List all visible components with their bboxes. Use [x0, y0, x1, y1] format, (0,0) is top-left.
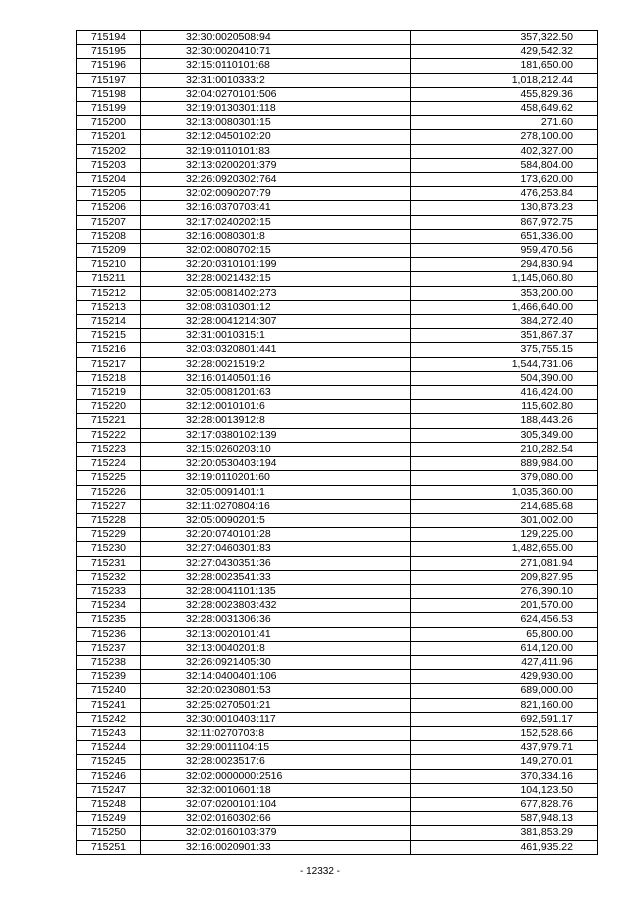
table-row [77, 215, 598, 229]
cadastral-number-cell: 32:05:0081201:63 [141, 386, 411, 400]
table-row [77, 542, 598, 556]
record-id-cell: 715244 [77, 741, 141, 755]
amount-cell: 278,100.00 [411, 130, 598, 144]
record-id-cell: 715226 [77, 485, 141, 499]
amount-cell: 188,443.26 [411, 414, 598, 428]
amount-cell: 115,602.80 [411, 400, 598, 414]
cadastral-number-cell: 32:16:0140501:16 [141, 371, 411, 385]
amount-cell: 210,282.54 [411, 442, 598, 456]
cadastral-number-cell: 32:08:0310301:12 [141, 300, 411, 314]
amount-cell: 458,649.62 [411, 102, 598, 116]
cadastral-number-cell: 32:15:0260203:10 [141, 442, 411, 456]
cadastral-number-cell: 32:02:0160302:66 [141, 812, 411, 826]
cadastral-number-cell: 32:12:0450102:20 [141, 130, 411, 144]
amount-cell: 201,570.00 [411, 599, 598, 613]
cadastral-number-cell: 32:17:0240202:15 [141, 215, 411, 229]
record-id-cell: 715243 [77, 726, 141, 740]
table-row [77, 73, 598, 87]
cadastral-number-cell: 32:28:0041101:135 [141, 584, 411, 598]
cadastral-number-cell: 32:31:0010315:1 [141, 329, 411, 343]
table-row [77, 457, 598, 471]
amount-cell: 152,528.66 [411, 726, 598, 740]
amount-cell: 504,390.00 [411, 371, 598, 385]
records-table-body [77, 31, 598, 855]
record-id-cell: 715197 [77, 73, 141, 87]
table-row [77, 272, 598, 286]
table-row [77, 116, 598, 130]
table-row [77, 840, 598, 854]
table-row [77, 513, 598, 527]
amount-cell: 353,200.00 [411, 286, 598, 300]
table-row [77, 386, 598, 400]
cadastral-number-cell: 32:02:0000000:2516 [141, 769, 411, 783]
table-row [77, 87, 598, 101]
table-row [77, 173, 598, 187]
record-id-cell: 715203 [77, 158, 141, 172]
cadastral-number-cell: 32:20:0310101:199 [141, 258, 411, 272]
cadastral-number-cell: 32:05:0091401:1 [141, 485, 411, 499]
table-row [77, 812, 598, 826]
table-row [77, 570, 598, 584]
record-id-cell: 715204 [77, 173, 141, 187]
record-id-cell: 715246 [77, 769, 141, 783]
amount-cell: 1,544,731.06 [411, 357, 598, 371]
table-row [77, 343, 598, 357]
cadastral-number-cell: 32:28:0013912:8 [141, 414, 411, 428]
cadastral-number-cell: 32:28:0031306:36 [141, 613, 411, 627]
amount-cell: 821,160.00 [411, 698, 598, 712]
records-table [76, 30, 598, 855]
amount-cell: 301,002.00 [411, 513, 598, 527]
amount-cell: 1,035,360.00 [411, 485, 598, 499]
record-id-cell: 715210 [77, 258, 141, 272]
record-id-cell: 715198 [77, 87, 141, 101]
record-id-cell: 715218 [77, 371, 141, 385]
table-row [77, 130, 598, 144]
cadastral-number-cell: 32:30:0020508:94 [141, 31, 411, 45]
record-id-cell: 715225 [77, 471, 141, 485]
cadastral-number-cell: 32:07:0200101:104 [141, 797, 411, 811]
amount-cell: 271,081.94 [411, 556, 598, 570]
amount-cell: 209,827.95 [411, 570, 598, 584]
table-row [77, 357, 598, 371]
cadastral-number-cell: 32:29:0011104:15 [141, 741, 411, 755]
record-id-cell: 715242 [77, 712, 141, 726]
cadastral-number-cell: 32:19:0130301:118 [141, 102, 411, 116]
record-id-cell: 715236 [77, 627, 141, 641]
amount-cell: 402,327.00 [411, 144, 598, 158]
cadastral-number-cell: 32:16:0080301:8 [141, 229, 411, 243]
table-row [77, 45, 598, 59]
amount-cell: 381,853.29 [411, 826, 598, 840]
table-row [77, 286, 598, 300]
amount-cell: 104,123.50 [411, 783, 598, 797]
amount-cell: 130,873.23 [411, 201, 598, 215]
record-id-cell: 715249 [77, 812, 141, 826]
amount-cell: 276,390.10 [411, 584, 598, 598]
table-row [77, 187, 598, 201]
record-id-cell: 715233 [77, 584, 141, 598]
record-id-cell: 715196 [77, 59, 141, 73]
amount-cell: 429,930.00 [411, 670, 598, 684]
amount-cell: 351,867.37 [411, 329, 598, 343]
cadastral-number-cell: 32:15:0110101:68 [141, 59, 411, 73]
cadastral-number-cell: 32:02:0160103:379 [141, 826, 411, 840]
amount-cell: 1,466,640.00 [411, 300, 598, 314]
record-id-cell: 715208 [77, 229, 141, 243]
table-row [77, 698, 598, 712]
table-row [77, 102, 598, 116]
amount-cell: 181,650.00 [411, 59, 598, 73]
table-row [77, 797, 598, 811]
table-row [77, 726, 598, 740]
cadastral-number-cell: 32:11:0270804:16 [141, 499, 411, 513]
amount-cell: 692,591.17 [411, 712, 598, 726]
amount-cell: 65,800.00 [411, 627, 598, 641]
cadastral-number-cell: 32:28:0041214:307 [141, 315, 411, 329]
amount-cell: 214,685.68 [411, 499, 598, 513]
cadastral-number-cell: 32:02:0080702:15 [141, 244, 411, 258]
amount-cell: 173,620.00 [411, 173, 598, 187]
table-row [77, 400, 598, 414]
record-id-cell: 715211 [77, 272, 141, 286]
amount-cell: 476,253.84 [411, 187, 598, 201]
cadastral-number-cell: 32:05:0081402:273 [141, 286, 411, 300]
record-id-cell: 715207 [77, 215, 141, 229]
cadastral-number-cell: 32:13:0200201:379 [141, 158, 411, 172]
record-id-cell: 715195 [77, 45, 141, 59]
record-id-cell: 715223 [77, 442, 141, 456]
cadastral-number-cell: 32:19:0110101:83 [141, 144, 411, 158]
record-id-cell: 715230 [77, 542, 141, 556]
record-id-cell: 715217 [77, 357, 141, 371]
record-id-cell: 715232 [77, 570, 141, 584]
amount-cell: 427,411.96 [411, 655, 598, 669]
record-id-cell: 715239 [77, 670, 141, 684]
cadastral-number-cell: 32:32:0010601:18 [141, 783, 411, 797]
amount-cell: 959,470.56 [411, 244, 598, 258]
cadastral-number-cell: 32:28:0023803:432 [141, 599, 411, 613]
cadastral-number-cell: 32:31:0010333:2 [141, 73, 411, 87]
record-id-cell: 715234 [77, 599, 141, 613]
amount-cell: 429,542.32 [411, 45, 598, 59]
record-id-cell: 715201 [77, 130, 141, 144]
table-row [77, 499, 598, 513]
table-row [77, 584, 598, 598]
table-row [77, 826, 598, 840]
cadastral-number-cell: 32:26:0921405:30 [141, 655, 411, 669]
record-id-cell: 715247 [77, 783, 141, 797]
table-row [77, 556, 598, 570]
cadastral-number-cell: 32:16:0020901:33 [141, 840, 411, 854]
table-row [77, 783, 598, 797]
amount-cell: 889,984.00 [411, 457, 598, 471]
amount-cell: 624,456.53 [411, 613, 598, 627]
amount-cell: 1,482,655.00 [411, 542, 598, 556]
amount-cell: 689,000.00 [411, 684, 598, 698]
amount-cell: 149,270.01 [411, 755, 598, 769]
cadastral-number-cell: 32:11:0270703:8 [141, 726, 411, 740]
record-id-cell: 715216 [77, 343, 141, 357]
record-id-cell: 715228 [77, 513, 141, 527]
table-row [77, 371, 598, 385]
record-id-cell: 715224 [77, 457, 141, 471]
table-row [77, 655, 598, 669]
amount-cell: 677,828.76 [411, 797, 598, 811]
cadastral-number-cell: 32:20:0230801:53 [141, 684, 411, 698]
record-id-cell: 715214 [77, 315, 141, 329]
record-id-cell: 715240 [77, 684, 141, 698]
record-id-cell: 715235 [77, 613, 141, 627]
cadastral-number-cell: 32:28:0023541:33 [141, 570, 411, 584]
table-row [77, 641, 598, 655]
amount-cell: 455,829.36 [411, 87, 598, 101]
table-row [77, 670, 598, 684]
record-id-cell: 715199 [77, 102, 141, 116]
page-number: - 12332 - [299, 866, 341, 877]
record-id-cell: 715222 [77, 428, 141, 442]
record-id-cell: 715227 [77, 499, 141, 513]
table-row [77, 613, 598, 627]
cadastral-number-cell: 32:26:0920302:764 [141, 173, 411, 187]
record-id-cell: 715221 [77, 414, 141, 428]
amount-cell: 614,120.00 [411, 641, 598, 655]
cadastral-number-cell: 32:20:0740101:28 [141, 528, 411, 542]
cadastral-number-cell: 32:13:0040201:8 [141, 641, 411, 655]
amount-cell: 305,349.00 [411, 428, 598, 442]
table-row [77, 229, 598, 243]
amount-cell: 437,979.71 [411, 741, 598, 755]
cadastral-number-cell: 32:13:0080301:15 [141, 116, 411, 130]
record-id-cell: 715202 [77, 144, 141, 158]
table-row [77, 528, 598, 542]
table-row [77, 442, 598, 456]
record-id-cell: 715194 [77, 31, 141, 45]
amount-cell: 294,830.94 [411, 258, 598, 272]
record-id-cell: 715219 [77, 386, 141, 400]
record-id-cell: 715213 [77, 300, 141, 314]
amount-cell: 1,145,060.80 [411, 272, 598, 286]
table-row [77, 428, 598, 442]
record-id-cell: 715251 [77, 840, 141, 854]
record-id-cell: 715229 [77, 528, 141, 542]
table-row [77, 31, 598, 45]
table-row [77, 329, 598, 343]
table-row [77, 599, 598, 613]
amount-cell: 384,272.40 [411, 315, 598, 329]
cadastral-number-cell: 32:16:0370703:41 [141, 201, 411, 215]
table-row [77, 201, 598, 215]
table-row [77, 485, 598, 499]
cadastral-number-cell: 32:30:0010403:117 [141, 712, 411, 726]
cadastral-number-cell: 32:25:0270501:21 [141, 698, 411, 712]
table-row [77, 258, 598, 272]
table-row [77, 158, 598, 172]
cadastral-number-cell: 32:12:0010101:6 [141, 400, 411, 414]
table-row [77, 414, 598, 428]
amount-cell: 379,080.00 [411, 471, 598, 485]
amount-cell: 461,935.22 [411, 840, 598, 854]
amount-cell: 129,225.00 [411, 528, 598, 542]
cadastral-number-cell: 32:20:0530403:194 [141, 457, 411, 471]
table-row [77, 684, 598, 698]
record-id-cell: 715200 [77, 116, 141, 130]
table-row [77, 741, 598, 755]
table-row [77, 315, 598, 329]
record-id-cell: 715238 [77, 655, 141, 669]
cadastral-number-cell: 32:28:0021432:15 [141, 272, 411, 286]
record-id-cell: 715248 [77, 797, 141, 811]
amount-cell: 651,336.00 [411, 229, 598, 243]
record-id-cell: 715206 [77, 201, 141, 215]
table-row [77, 300, 598, 314]
amount-cell: 416,424.00 [411, 386, 598, 400]
amount-cell: 271.60 [411, 116, 598, 130]
record-id-cell: 715245 [77, 755, 141, 769]
cadastral-number-cell: 32:13:0020101:41 [141, 627, 411, 641]
amount-cell: 375,755.15 [411, 343, 598, 357]
amount-cell: 584,804.00 [411, 158, 598, 172]
cadastral-number-cell: 32:28:0023517:6 [141, 755, 411, 769]
cadastral-number-cell: 32:14:0400401:106 [141, 670, 411, 684]
record-id-cell: 715205 [77, 187, 141, 201]
cadastral-number-cell: 32:04:0270101:506 [141, 87, 411, 101]
table-row [77, 144, 598, 158]
cadastral-number-cell: 32:28:0021519:2 [141, 357, 411, 371]
table-row [77, 59, 598, 73]
amount-cell: 867,972.75 [411, 215, 598, 229]
table-row [77, 627, 598, 641]
cadastral-number-cell: 32:30:0020410:71 [141, 45, 411, 59]
record-id-cell: 715220 [77, 400, 141, 414]
cadastral-number-cell: 32:02:0090207:79 [141, 187, 411, 201]
record-id-cell: 715241 [77, 698, 141, 712]
cadastral-number-cell: 32:27:0460301:83 [141, 542, 411, 556]
record-id-cell: 715212 [77, 286, 141, 300]
record-id-cell: 715215 [77, 329, 141, 343]
table-row [77, 712, 598, 726]
cadastral-number-cell: 32:03:0320801:441 [141, 343, 411, 357]
amount-cell: 587,948.13 [411, 812, 598, 826]
record-id-cell: 715209 [77, 244, 141, 258]
cadastral-number-cell: 32:27:0430351:36 [141, 556, 411, 570]
table-row [77, 755, 598, 769]
amount-cell: 370,334.16 [411, 769, 598, 783]
record-id-cell: 715231 [77, 556, 141, 570]
cadastral-number-cell: 32:05:0090201:5 [141, 513, 411, 527]
cadastral-number-cell: 32:19:0110201:60 [141, 471, 411, 485]
record-id-cell: 715237 [77, 641, 141, 655]
records-table-container [76, 30, 598, 855]
table-row [77, 471, 598, 485]
table-row [77, 769, 598, 783]
table-row [77, 244, 598, 258]
cadastral-number-cell: 32:17:0380102:139 [141, 428, 411, 442]
record-id-cell: 715250 [77, 826, 141, 840]
amount-cell: 357,322.50 [411, 31, 598, 45]
amount-cell: 1,018,212.44 [411, 73, 598, 87]
